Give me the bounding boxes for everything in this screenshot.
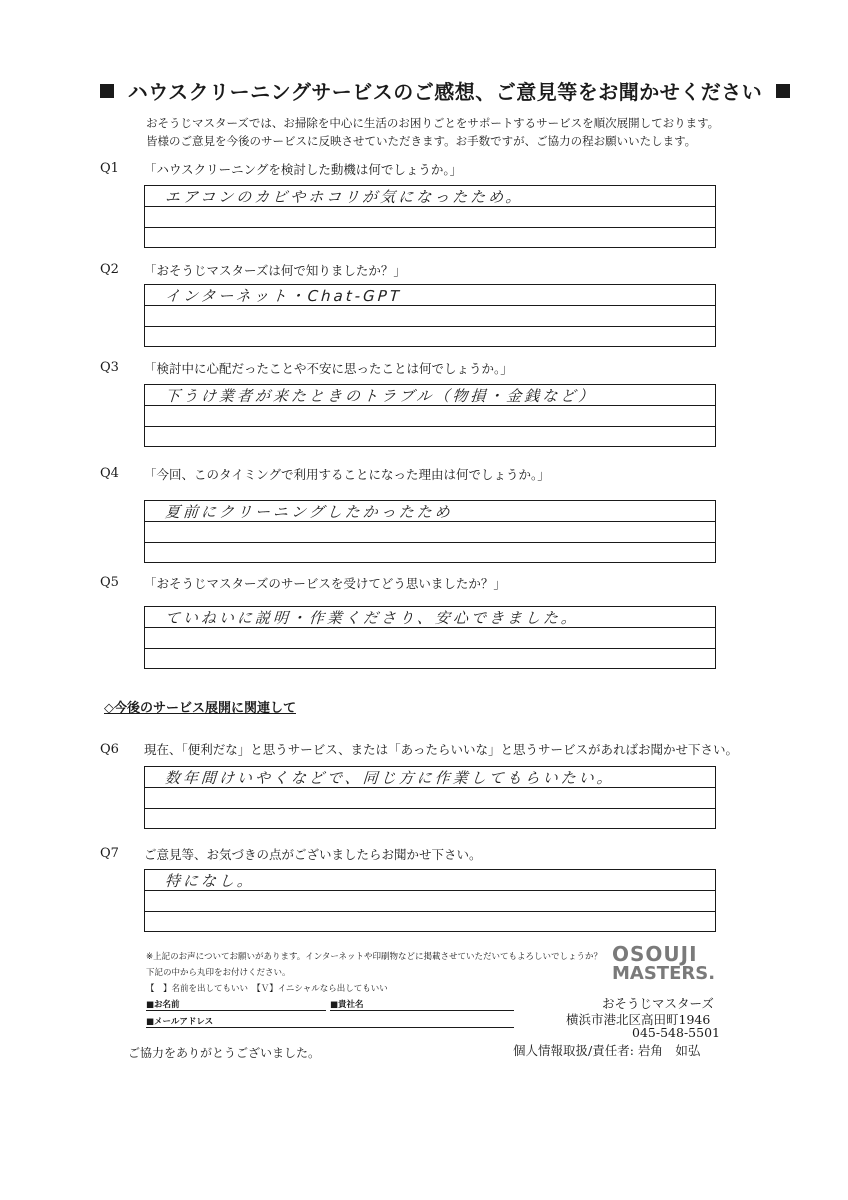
handwritten-answer: 下うけ業者が来たときのトラブル（物損・金銭など）	[164, 387, 598, 405]
question-text: 「おそうじマスターズのサービスを受けてどう思いましたか？」	[144, 576, 506, 591]
answer-rule	[145, 542, 715, 543]
question-text: 「検討中に心配だったことや不安に思ったことは何でしょうか。」	[144, 361, 513, 376]
company-field-label: ■貴社名	[330, 1000, 364, 1010]
answer-box[interactable]	[144, 384, 716, 447]
answer-rule	[145, 227, 715, 228]
handwritten-answer: 数年間けいやくなどで、同じ方に作業してもらいたい。	[164, 769, 616, 787]
question-text: 「今回、このタイミングで利用することになった理由は何でしょうか。」	[144, 467, 550, 482]
answer-rule	[145, 911, 715, 912]
square-bullet-icon	[100, 84, 114, 98]
name-field-line[interactable]	[146, 1010, 326, 1011]
question-text: 現在、「便利だな」と思うサービス、または「あったらいいな」と思うサービスがあればお聞かせ下さい。	[144, 742, 739, 757]
question-number: Q3	[100, 360, 119, 375]
question-number: Q7	[100, 846, 119, 861]
publication-note: ※上記のお声についてお願いがあります。インターネットや印刷物などに掲載させていただいてもよろしいでしょうか？	[146, 952, 603, 962]
answer-box[interactable]	[144, 869, 716, 932]
handwritten-answer: 特になし。	[164, 872, 256, 890]
company-address: 横浜市港北区高田町1946	[566, 1012, 711, 1027]
square-bullet-icon	[776, 84, 790, 98]
title-text: ハウスクリーニングサービスのご感想、ご意見等をお聞かせください	[127, 80, 763, 104]
intro-line: 皆様のご意見を今後のサービスに反映させていただきます。お手数ですが、ご協力の程お願いいたします。	[146, 134, 697, 148]
logo-line-2: MASTERS.	[612, 963, 716, 984]
osouji-masters-logo	[612, 944, 724, 984]
company-field-line[interactable]	[330, 1010, 514, 1011]
email-field-line[interactable]	[146, 1027, 514, 1028]
answer-box[interactable]	[144, 185, 716, 248]
section-heading: ◇今後のサービス展開に関連して	[104, 701, 296, 716]
answer-box[interactable]	[144, 284, 716, 347]
intro-text	[146, 114, 719, 150]
question-text: ご意見等、お気づきの点がございましたらお聞かせ下さい。	[144, 847, 482, 862]
logo-line-1: OSOUJI	[612, 942, 698, 966]
name-field-label: ■お名前	[146, 1000, 180, 1010]
question-number: Q1	[100, 161, 119, 176]
publication-options[interactable]: 【 】名前を出してもいい 【Ｖ】イニシャルなら出してもいい	[146, 984, 388, 994]
handwritten-answer: 夏前にクリーニングしたかったため	[164, 503, 454, 521]
question-text: 「おそうじマスターズは何で知りましたか？」	[144, 263, 406, 278]
answer-rule	[145, 426, 715, 427]
answer-box[interactable]	[144, 606, 716, 669]
answer-rule	[145, 648, 715, 649]
company-name: おそうじマスターズ	[602, 996, 714, 1011]
answer-box[interactable]	[144, 500, 716, 563]
answer-rule	[145, 808, 715, 809]
handwritten-answer: インターネット・Chat-GPT	[164, 287, 403, 305]
publication-instruction: 下記の中から丸印をお付けください。	[146, 968, 291, 978]
question-number: Q4	[100, 466, 119, 481]
answer-rule	[145, 326, 715, 327]
company-phone: 045-548-5501	[632, 1025, 720, 1040]
handwritten-answer: エアコンのカビやホコリが気になったため。	[164, 188, 525, 206]
handwritten-answer: ていねいに説明・作業くださり、安心できました。	[164, 609, 580, 627]
thanks-text: ご協力をありがとうございました。	[128, 1046, 321, 1060]
question-number: Q5	[100, 575, 119, 590]
answer-box[interactable]	[144, 766, 716, 829]
intro-line: おそうじマスターズでは、お掃除を中心に生活のお困りごとをサポートするサービスを順次展開しております。	[146, 116, 720, 130]
page-title	[100, 76, 790, 105]
email-field-label: ■メールアドレス	[146, 1017, 214, 1027]
question-number: Q6	[100, 742, 119, 757]
privacy-officer: 個人情報取扱/責任者: 岩角 如弘	[513, 1043, 701, 1058]
question-number: Q2	[100, 262, 119, 277]
question-text: 「ハウスクリーニングを検討した動機は何でしょうか。」	[144, 162, 463, 177]
